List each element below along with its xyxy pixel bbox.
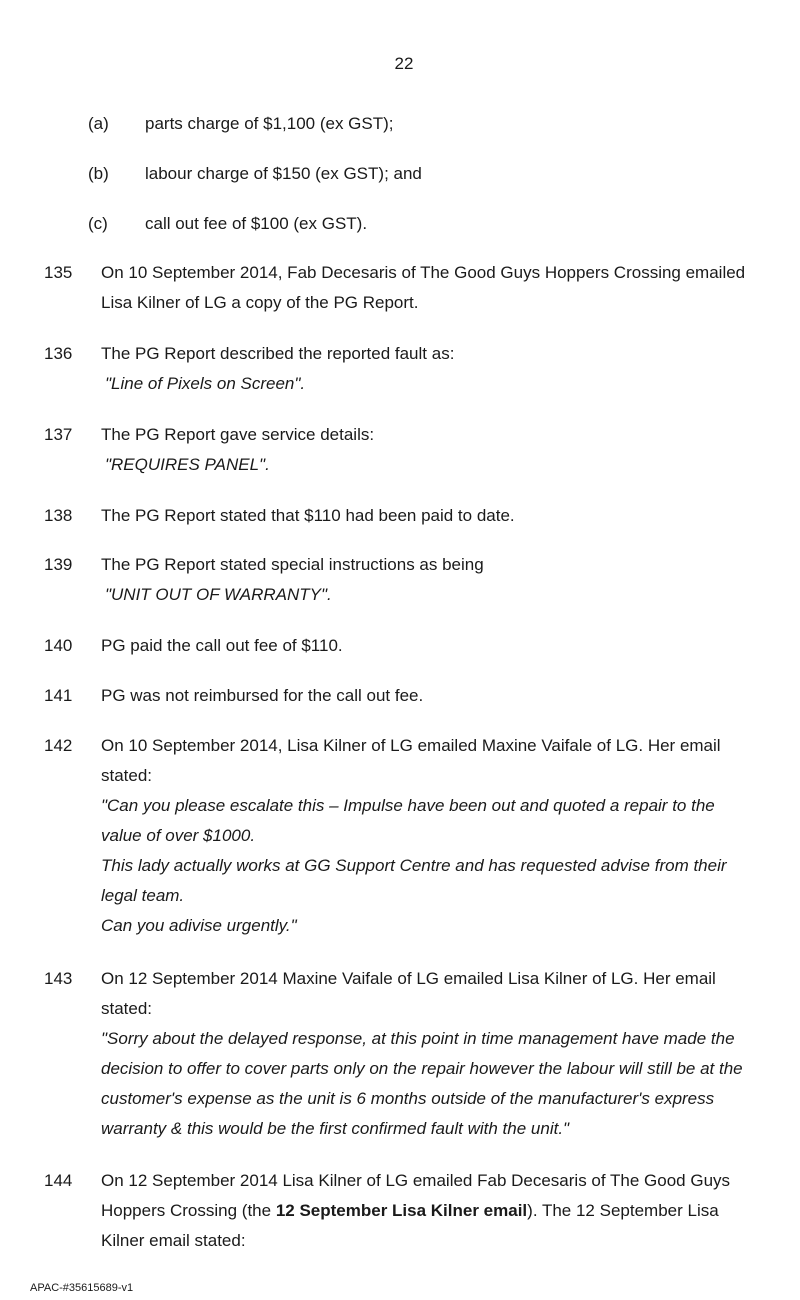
line-text: Hoppers Crossing (the — [101, 1201, 276, 1220]
paragraph-number: 136 — [44, 344, 73, 363]
document-reference: APAC-#35615689-v1 — [30, 1282, 134, 1294]
paragraph-144 — [44, 1166, 784, 1256]
paragraph-140 — [44, 631, 784, 661]
subitem-b — [88, 159, 422, 189]
subitem-label: (b) — [88, 164, 109, 183]
email-quote — [101, 1024, 784, 1144]
quote-line: value of over $1000. — [101, 826, 256, 845]
paragraph-number: 139 — [44, 555, 73, 574]
quote-line: legal team. — [101, 886, 185, 905]
quote-text: "REQUIRES PANEL". — [105, 455, 270, 474]
paragraph-text: The PG Report gave service details: — [101, 425, 375, 444]
subitem-c — [88, 209, 367, 239]
paragraph-136 — [44, 339, 784, 399]
paragraph-text: PG paid the call out fee of $110. — [101, 636, 343, 655]
paragraph-line — [101, 1196, 784, 1226]
paragraph-number: 141 — [44, 686, 73, 705]
paragraph-line: stated: — [101, 999, 153, 1018]
paragraph-line: Lisa Kilner of LG a copy of the PG Report. — [101, 293, 419, 312]
paragraph-line: On 12 September 2014 Lisa Kilner of LG emailed Fab Decesaris of The Good Guys — [101, 1171, 731, 1190]
email-quote — [101, 791, 784, 941]
paragraph-number: 143 — [44, 969, 73, 988]
paragraph-text: The PG Report described the reported fault as: — [101, 344, 455, 363]
quote-line: Can you adivise urgently." — [101, 916, 297, 935]
paragraph-137 — [44, 420, 784, 480]
paragraph-line: Kilner email stated: — [101, 1231, 246, 1250]
quote-line: This lady actually works at GG Support Centre and has requested advise from their — [101, 856, 727, 875]
defined-term: 12 September Lisa Kilner email — [275, 1201, 528, 1220]
paragraph-number: 135 — [44, 263, 73, 282]
paragraph-139 — [44, 550, 784, 610]
paragraph-line: On 10 September 2014, Lisa Kilner of LG emailed Maxine Vaifale of LG. Her email — [101, 736, 721, 755]
subitem-text: labour charge of $150 (ex GST); and — [145, 164, 422, 183]
paragraph-142 — [44, 731, 784, 941]
subitem-text: parts charge of $1,100 (ex GST); — [145, 114, 394, 133]
paragraph-line: On 12 September 2014 Maxine Vaifale of LG emailed Lisa Kilner of LG. Her email — [101, 969, 716, 988]
paragraph-text: The PG Report stated that $110 had been paid to date. — [101, 506, 515, 525]
paragraph-text: The PG Report stated special instructions as being — [101, 555, 484, 574]
paragraph-number: 140 — [44, 636, 73, 655]
paragraph-143 — [44, 964, 784, 1144]
paragraph-number: 137 — [44, 425, 73, 444]
paragraph-135 — [44, 258, 784, 318]
paragraph-141 — [44, 681, 784, 711]
quote-line: "Sorry about the delayed response, at this point in time management have made the — [101, 1029, 735, 1048]
subitem-a — [88, 109, 394, 139]
quote-line: decision to offer to cover parts only on the repair however the labour will still be at the — [101, 1059, 743, 1078]
quote-text: "Line of Pixels on Screen". — [105, 374, 306, 393]
quote-line: customer's expense as the unit is 6 months outside of the manufacturer's express — [101, 1089, 715, 1108]
paragraph-number: 142 — [44, 736, 73, 755]
quote-line: warranty & this would be the first confirmed fault with the unit." — [101, 1119, 570, 1138]
paragraph-number: 144 — [44, 1171, 73, 1190]
quote-text: "UNIT OUT OF WARRANTY". — [105, 585, 332, 604]
page-number: 22 — [394, 54, 414, 73]
paragraph-line: On 10 September 2014, Fab Decesaris of The Good Guys Hoppers Crossing emailed — [101, 263, 746, 282]
paragraph-line: stated: — [101, 766, 153, 785]
paragraph-number: 138 — [44, 506, 73, 525]
subitem-label: (a) — [88, 114, 109, 133]
subitem-text: call out fee of $100 (ex GST). — [145, 214, 368, 233]
paragraph-138 — [44, 501, 784, 531]
paragraph-text: PG was not reimbursed for the call out fee. — [101, 686, 424, 705]
line-text: ). The 12 September Lisa — [527, 1201, 719, 1220]
quote-line: "Can you please escalate this – Impulse have been out and quoted a repair to the — [101, 796, 715, 815]
subitem-label: (c) — [88, 214, 108, 233]
